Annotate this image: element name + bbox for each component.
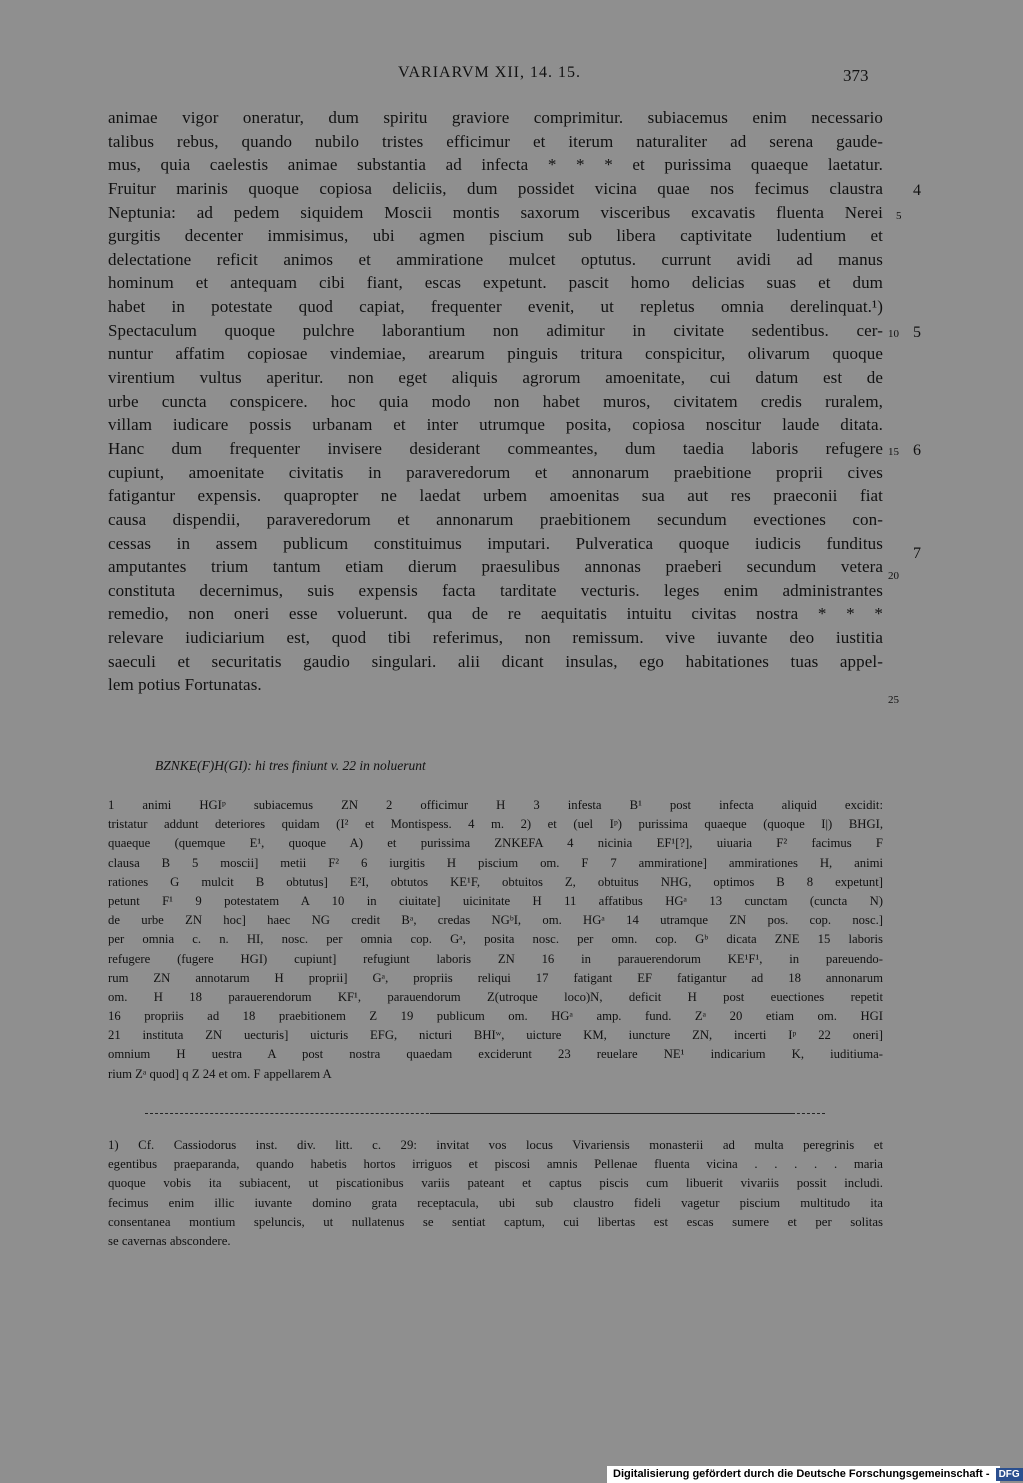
main-text	[108, 106, 883, 697]
apparatus-line: rium Zᵃ quod] q Z 24 et om. F appellarem A	[108, 1066, 332, 1081]
text-line: hominum et antequam cibi fiant, escas expetunt. pascit homo delicias suas et dum	[108, 273, 883, 293]
line-number-20: 20	[888, 570, 899, 582]
footnote-line: egentibus praeparanda, quando habetis hortos irriguos et piscosi amnis Pellenae fluenta vicina . . . . . maria	[108, 1157, 883, 1172]
text-line: constituta decernimus, suis expensis facta tarditate vecturis. leges enim administrantes	[108, 580, 883, 600]
text-line: animae vigor oneratur, dum spiritu graviore comprimitur. subiacemus enim necessario	[108, 108, 883, 127]
apparatus-line: rum ZN annotarum H proprii] Gᵃ, propriis reliqui 17 fatigant EF fatigantur ad 18 annonarum	[108, 970, 883, 985]
apparatus-line: clausa B 5 moscii] metii F² 6 iurgitis H piscium om. F 7 ammiratione] ammirationes H, animi	[108, 855, 883, 870]
text-line: gurgitis decenter immisimus, ubi agmen piscium sub libera captivitate ludentium et	[108, 226, 883, 246]
line-number-25: 25	[888, 694, 899, 706]
footnote-line: se cavernas abscondere.	[108, 1233, 231, 1248]
text-line: saeculi et securitatis gaudio singulari. alii dicant insulas, ego habitationes tuas appel-	[108, 651, 883, 671]
line-number-5: 5	[896, 210, 902, 222]
footnote	[108, 1136, 883, 1251]
text-line: talibus rebus, quando nubilo tristes efficimur et iterum naturaliter ad serena gaude-	[108, 131, 883, 151]
footnote-line: fecimus enim illic iuvante domino grata receptacula, ubi sub claustro fideli vagetur piscium multitudo ita	[108, 1195, 883, 1210]
footnote-line: quoque vobis ita subiacent, ut piscationibus variis pateant et captus piscis cum libuerit vivariis possit includi.	[108, 1176, 883, 1191]
dfg-logo-icon: DFG	[996, 1468, 1023, 1481]
text-line: amputantes trium tantum etiam dierum praesulibus annonas praeberi secundum vetera	[108, 557, 883, 577]
apparatus-line: omnium H uestra A post nostra quaedam exciderunt 23 reuelare NE¹ indicarium K, iuditiuma-	[108, 1047, 883, 1062]
section-number-4: 4	[913, 182, 921, 199]
text-line: lem potius Fortunatas.	[108, 675, 262, 695]
apparatus-line: petunt F¹ 9 potestatem A 10 in ciuitate] uicinitate H 11 affatibus HGᵃ 13 cunctam (cuncta N)	[108, 893, 883, 908]
text-line: causa dispendii, paraveredorum et annonarum praebitionem secundum evectiones con-	[108, 509, 883, 529]
banner-text: Digitalisierung gefördert durch die Deutsche Forschungsgemeinschaft -	[613, 1468, 990, 1480]
apparatus-line: quaeque (quemque E¹, quoque A) et purissima ZNKEFA 4 nicinia EF¹[?], uiuaria F² facimus F	[108, 836, 883, 851]
apparatus-line: tristatur addunt deteriores quidam (I² et Montispess. 4 m. 2) et (uel Iᵖ) purissima quaeque (quoque I|) BHGI,	[108, 817, 883, 832]
text-line: delectatione reficit animos et ammiratione mulcet optutus. currunt avidi ad manus	[108, 249, 883, 269]
text-line: fatigantur expensis. quapropter ne laedat urbem amoenitas sua aut res praeconii fiat	[108, 486, 883, 506]
text-line: remedio, non oneri esse voluerunt. qua de re aequitatis intuitu civitas nostra * * *	[108, 604, 883, 624]
text-line: virentium vultus aperitur. non eget aliquis agrorum amoenitate, cui datum est de	[108, 368, 883, 388]
text-line: villam iudicare possis urbanam et inter utrumque posita, copiosa noscitur laude ditata.	[108, 415, 883, 435]
text-line: Neptunia: ad pedem siquidem Moscii montis saxorum visceribus excavatis fluenta Nerei	[108, 202, 883, 222]
line-number-15: 15	[888, 446, 899, 458]
text-line: nuntur affatim copiosae vindemiae, arearum pinguis tritura conspicitur, olivarum quoque	[108, 344, 883, 364]
manuscript-sigla: BZNKE(F)H(GI): hi tres finiunt v. 22 in noluerunt	[155, 758, 426, 773]
page-number: 373	[843, 66, 869, 85]
text-line: habet in potestate quod capiat, frequenter evenit, ut repletus omnia derelinquat.¹)	[108, 297, 883, 317]
text-line: Fruitur marinis quoque copiosa deliciis, dum possidet vicina quae nos fecimus claustra	[108, 178, 883, 198]
critical-apparatus	[108, 796, 883, 1084]
text-line: cupiunt, amoenitate civitatis in paraveredorum et annonarum praebitione proprii cives	[108, 462, 883, 482]
text-line: cessas in assem publicum constituimus imputari. Pulveratica quoque iudicis funditus	[108, 533, 883, 553]
text-line: Hanc dum frequenter invisere desiderant commeantes, dum taedia laboris refugere	[108, 438, 883, 458]
section-number-7: 7	[913, 545, 921, 562]
line-number-10: 10	[888, 328, 899, 340]
footnote-line: consentanea montium speluncis, ut nullatenus se sentiat captum, cui libertas est escas sumere et per solitas	[108, 1214, 883, 1229]
apparatus-line: rationes G mulcit B obtutus] E²I, obtutos KE¹F, obtuitos Z, obtuitus NHG, optimos B 8 expetunt]	[108, 874, 883, 889]
text-line: Spectaculum quoque pulchre laborantium non adimitur in civitate sedentibus. cer-	[108, 320, 883, 340]
digitization-banner	[607, 1466, 1020, 1483]
apparatus-line: 1 animi HGIᵖ subiacemus ZN 2 officimur H 3 infesta B¹ post infecta aliquid excidit:	[108, 798, 883, 812]
apparatus-line: de urbe ZN hoc] haec NG credit Bᵃ, credas NGᵇI, om. HGᵃ 14 utramque ZN pos. cop. nosc.]	[108, 913, 883, 928]
apparatus-line: per omnia c. n. HI, nosc. per omnia cop. Gᵃ, posita nosc. per omn. cop. Gᵇ dicata ZNE 15 laboris	[108, 932, 883, 947]
apparatus-line: 21 institutа ZN uecturis] uicturis EFG, nicturi BHIʷ, uicture KM, iuncture ZN, incerti Iᵖ 22 oneri]	[108, 1028, 883, 1043]
apparatus-line: 16 propriis ad 18 praebitionem Z 19 publicum om. HGᵃ amp. fund. Zᵃ 20 etiam om. HGI	[108, 1009, 883, 1024]
apparatus-line: refugere (fugere HGI) cupiunt] refugiunt laboris ZN 16 in parauerendorum KE¹F¹, in pareuendo-	[108, 951, 883, 966]
footnote-line: 1) Cf. Cassiodorus inst. div. litt. c. 29: invitat vos locus Vivariensis monasterii ad multa peregrinis et	[108, 1138, 883, 1152]
text-line: relevare iudiciarium est, quod tibi referimus, non remissum. vive iuvante deo iustitia	[108, 628, 883, 648]
text-line: urbe cuncta conspicere. hoc quia modo non habet muros, civitatem credis ruralem,	[108, 391, 883, 411]
apparatus-line: om. H 18 parauerendorum KF¹, parauendorum Z(utroque loco)N, deficit H post euectiones repetit	[108, 989, 883, 1004]
section-number-6: 6	[913, 442, 921, 459]
section-number-5: 5	[913, 324, 921, 341]
running-title: VARIARVM XII, 14. 15.	[398, 64, 581, 81]
text-line: mus, quia caelestis animae substantia ad infecta * * * et purissima quaeque laetatur.	[108, 155, 883, 175]
apparatus-divider-solid	[430, 1113, 795, 1114]
